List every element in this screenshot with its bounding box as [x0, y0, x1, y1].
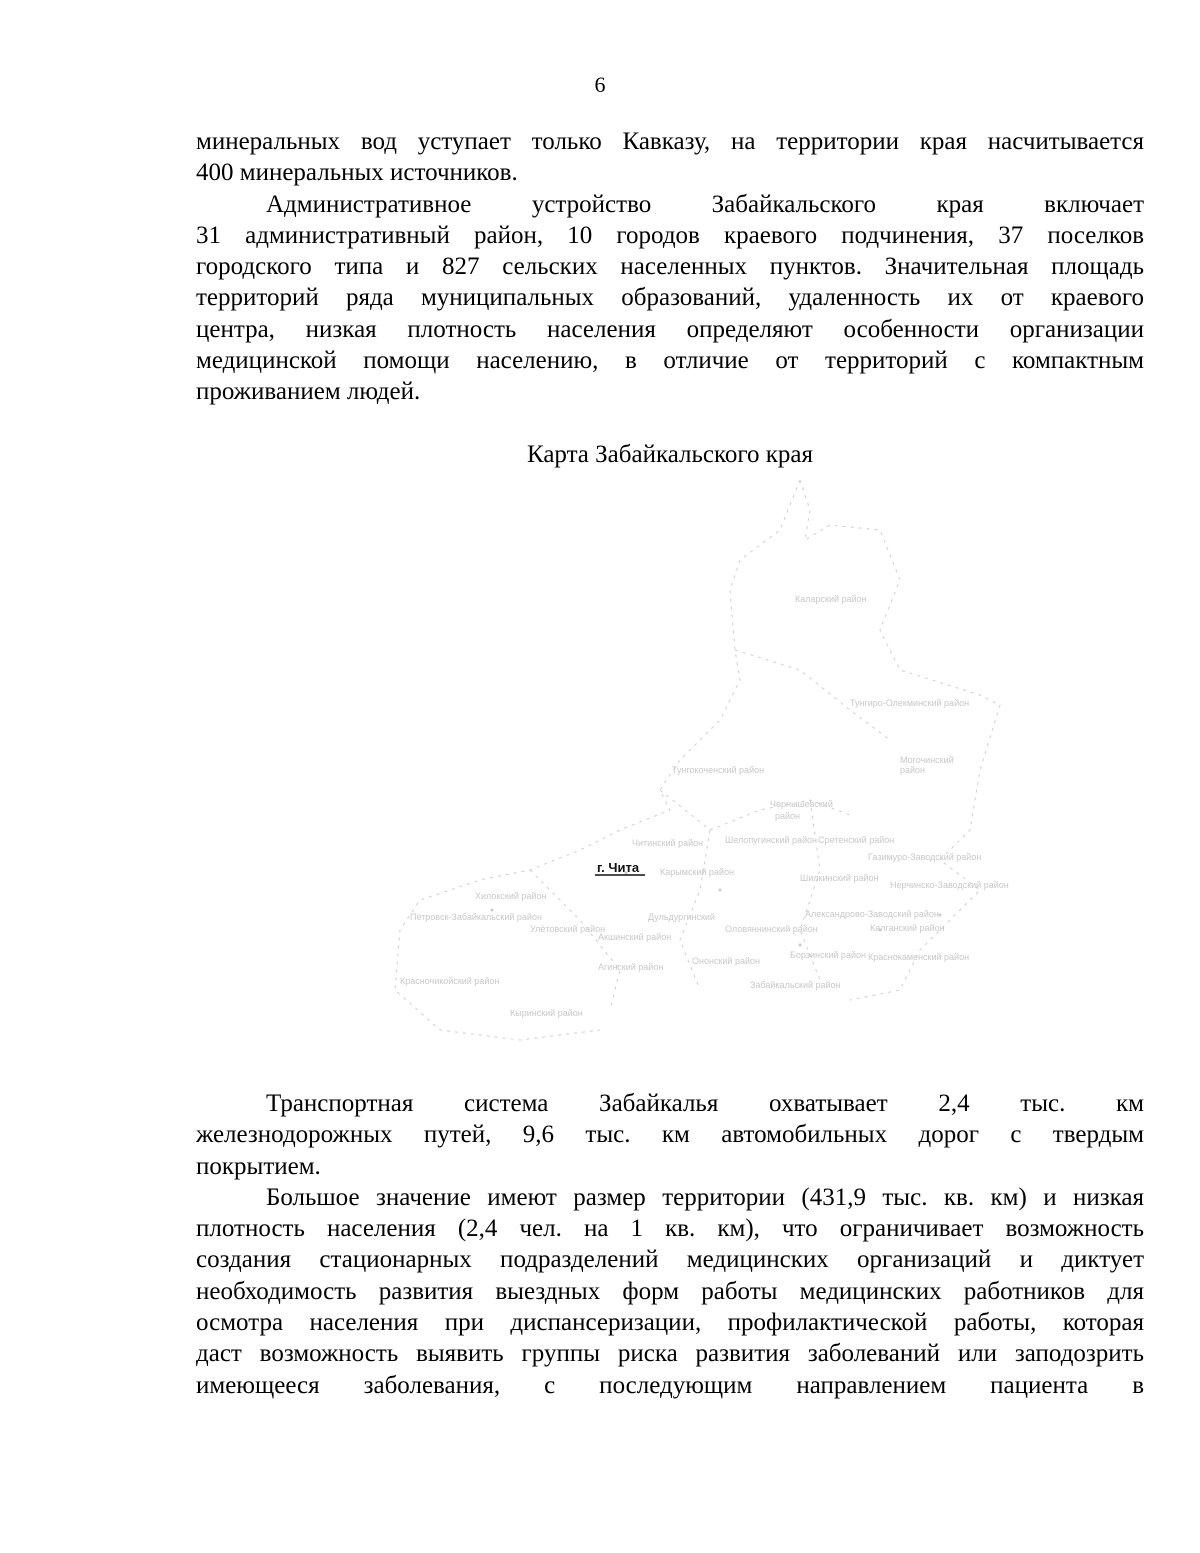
text-line: Большое значение имеют размер территории (431,9 тыс. кв. км) и низкая [266, 1183, 1144, 1211]
text-line: городского типа и 827 сельских населенных пунктов. Значительная площадь [196, 253, 1144, 281]
svg-text:Петровск-Забайкальский район: Петровск-Забайкальский район [410, 912, 542, 922]
svg-text:Борзинский район: Борзинский район [790, 950, 866, 960]
svg-text:Чернышевский: Чернышевский [770, 799, 833, 809]
svg-text:Краснокаменский район: Краснокаменский район [868, 952, 970, 962]
region-map [380, 470, 1020, 1050]
text-line: Транспортная система Забайкалья охватывает 2,4 тыс. км [266, 1090, 1144, 1117]
svg-text:Шелопугинский район: Шелопугинский район [725, 835, 817, 845]
text-line: центра, низкая плотность населения определяют особенности организации [196, 315, 1144, 343]
svg-text:Кыринский район: Кыринский район [510, 1008, 583, 1018]
svg-text:Забайкальский район: Забайкальский район [750, 980, 841, 990]
paragraph-block-top [196, 126, 1144, 408]
svg-text:Тунгокоченский район: Тунгокоченский район [672, 765, 765, 775]
svg-text:Красночикойский район: Красночикойский район [400, 976, 500, 986]
svg-text:Могочинский: Могочинский [900, 755, 954, 765]
text-line: территорий ряда муниципальных образований, удаленность их от краевого [196, 284, 1144, 312]
text-line: Административное устройство Забайкальского края включает [266, 190, 1144, 218]
city-label-chita: г. Чита [597, 860, 640, 875]
text-line: 400 минеральных источников. [196, 159, 518, 187]
svg-text:район: район [900, 765, 926, 775]
text-line: 31 административный район, 10 городов краевого подчинения, 37 поселков [196, 221, 1144, 249]
svg-text:Агинский район: Агинский район [598, 962, 664, 972]
svg-text:Хилокский район: Хилокский район [475, 891, 547, 901]
text-line: плотность населения (2,4 чел. на 1 кв. км), что ограничивает возможность [196, 1215, 1144, 1243]
paragraph-block-bottom [196, 1088, 1144, 1401]
svg-text:район: район [775, 811, 801, 821]
svg-text:Улётовский район: Улётовский район [530, 924, 606, 934]
svg-text:Каларский район: Каларский район [795, 594, 867, 604]
text-line: покрытием. [196, 1152, 321, 1180]
text-line: осмотра населения при диспансеризации, профилактической работы, которая [196, 1309, 1144, 1337]
svg-text:Оловяннинский район: Оловяннинский район [725, 924, 818, 934]
svg-text:Акшинский район: Акшинский район [598, 932, 672, 942]
svg-text:Читинский район: Читинский район [632, 838, 704, 848]
region-map-image [380, 470, 1020, 1050]
text-line: железнодорожных путей, 9,6 тыс. км автомобильных дорог с твердым [196, 1121, 1144, 1149]
map-title: Карта Забайкальского края [526, 441, 814, 468]
svg-text:Газимуро-Заводский район: Газимуро-Заводский район [868, 852, 982, 862]
svg-text:Калганский район: Калганский район [870, 923, 945, 933]
svg-text:Карымский район: Карымский район [660, 867, 734, 877]
svg-text:Дульдургинский: Дульдургинский [648, 912, 715, 922]
text-line: проживанием людей. [196, 378, 421, 406]
svg-text:Шилкинский район: Шилкинский район [800, 873, 879, 883]
text-line: создания стационарных подразделений медицинских организаций и диктует [196, 1246, 1144, 1274]
svg-text:Александрово-Заводский район: Александрово-Заводский район [805, 909, 939, 919]
svg-text:Тунгиро-Олекминский район: Тунгиро-Олекминский район [850, 698, 970, 708]
text-line: даст возможность выявить группы риска развития заболеваний или заподозрить [196, 1340, 1144, 1368]
text-line: минеральных вод уступает только Кавказу, на территории края насчитывается [196, 128, 1144, 155]
text-line: имеющееся заболевания, с последующим направлением пациента в [196, 1371, 1144, 1399]
page-number: 6 [594, 72, 606, 97]
svg-text:Ононский район: Ононский район [692, 956, 760, 966]
text-line: необходимость развития выездных форм работы медицинских работников для [196, 1277, 1144, 1305]
svg-text:Нерчинско-Заводский район: Нерчинско-Заводский район [890, 880, 1009, 890]
svg-text:Сретенский район: Сретенский район [818, 835, 895, 845]
text-line: медицинской помощи населению, в отличие от территорий с компактным [196, 347, 1144, 375]
